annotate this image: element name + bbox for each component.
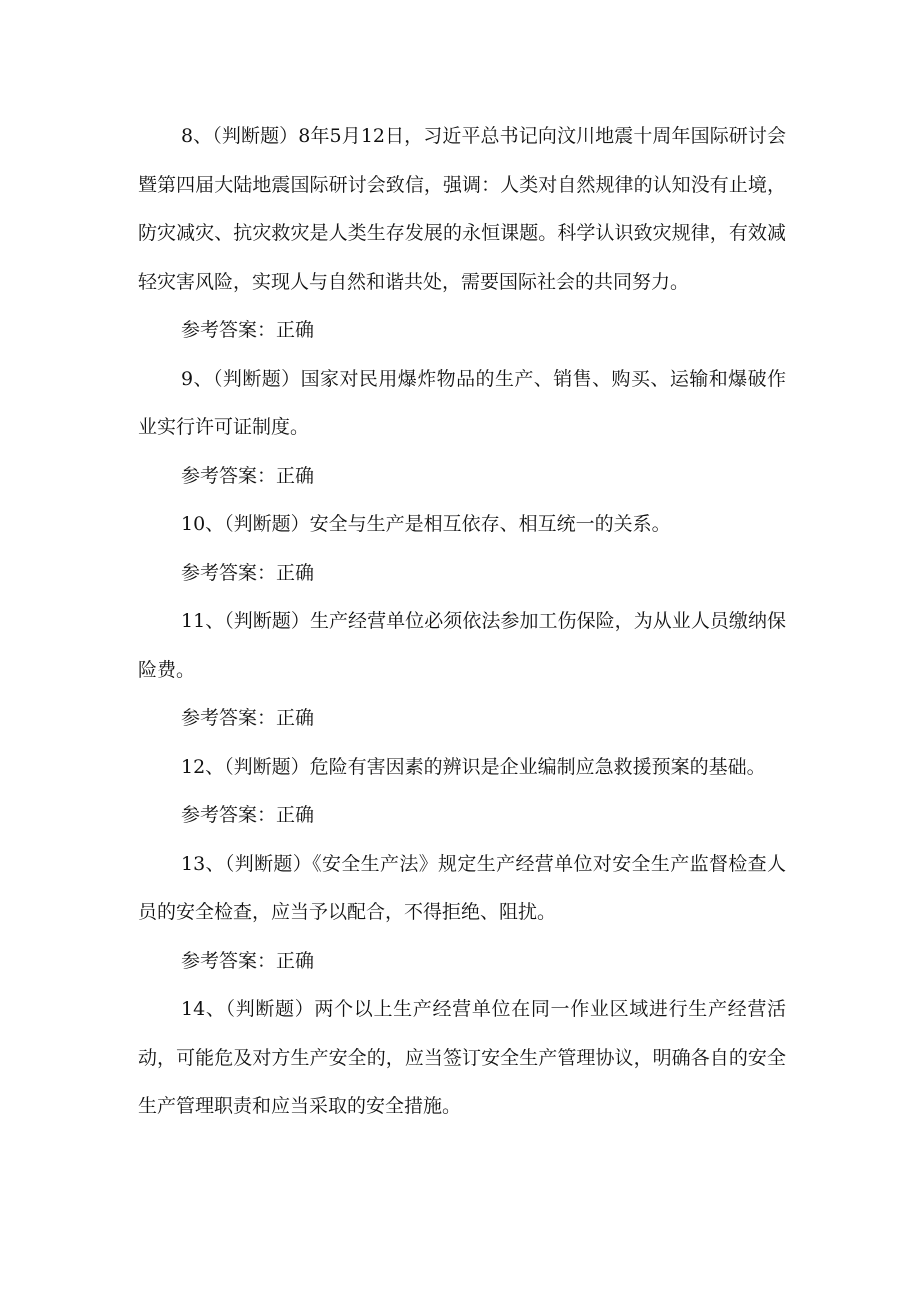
answer-13: 参考答案：正确 (181, 949, 315, 972)
answer-10: 参考答案：正确 (181, 561, 315, 584)
question-14: 14、（判断题）两个以上生产经营单位在同一作业区域进行生产经营活动，可能危及对方生产安全的，应当签订安全生产管理协议，明确各自的安全生产管理职责和应当采取的安全措施。 (138, 998, 786, 1117)
question-11: 11、（判断题）生产经营单位必须依法参加工伤保险，为从业人员缴纳保险费。 (138, 610, 786, 681)
question-list (138, 112, 786, 1131)
question-9: 9、（判断题）国家对民用爆炸物品的生产、销售、购买、运输和爆破作业实行许可证制度。 (138, 367, 786, 438)
answer-8: 参考答案：正确 (181, 319, 315, 341)
question-12: 12、（判断题）危险有害因素的辨识是企业编制应急救援预案的基础。 (181, 755, 766, 778)
answer-12: 参考答案：正确 (181, 804, 315, 826)
question-10: 10、（判断题）安全与生产是相互依存、相互统一的关系。 (181, 513, 671, 535)
answer-11: 参考答案：正确 (181, 707, 315, 729)
question-13: 13、（判断题）《安全生产法》规定生产经营单位对安全生产监督检查人员的安全检查，应当予以配合，不得拒绝、阻扰。 (138, 852, 786, 923)
question-8: 8、（判断题）8年5月12日，习近平总书记向汶川地震十周年国际研讨会暨第四届大陆地震国际研讨会致信，强调：人类对自然规律的认知没有止境，防灾减灾、抗灾救灾是人类生存发展的永恒课题。科学认识致灾规律，有效减轻灾害风险，实现人与自然和谐共处，需要国际社会的共同努力。 (138, 125, 786, 293)
answer-9: 参考答案：正确 (181, 464, 315, 487)
